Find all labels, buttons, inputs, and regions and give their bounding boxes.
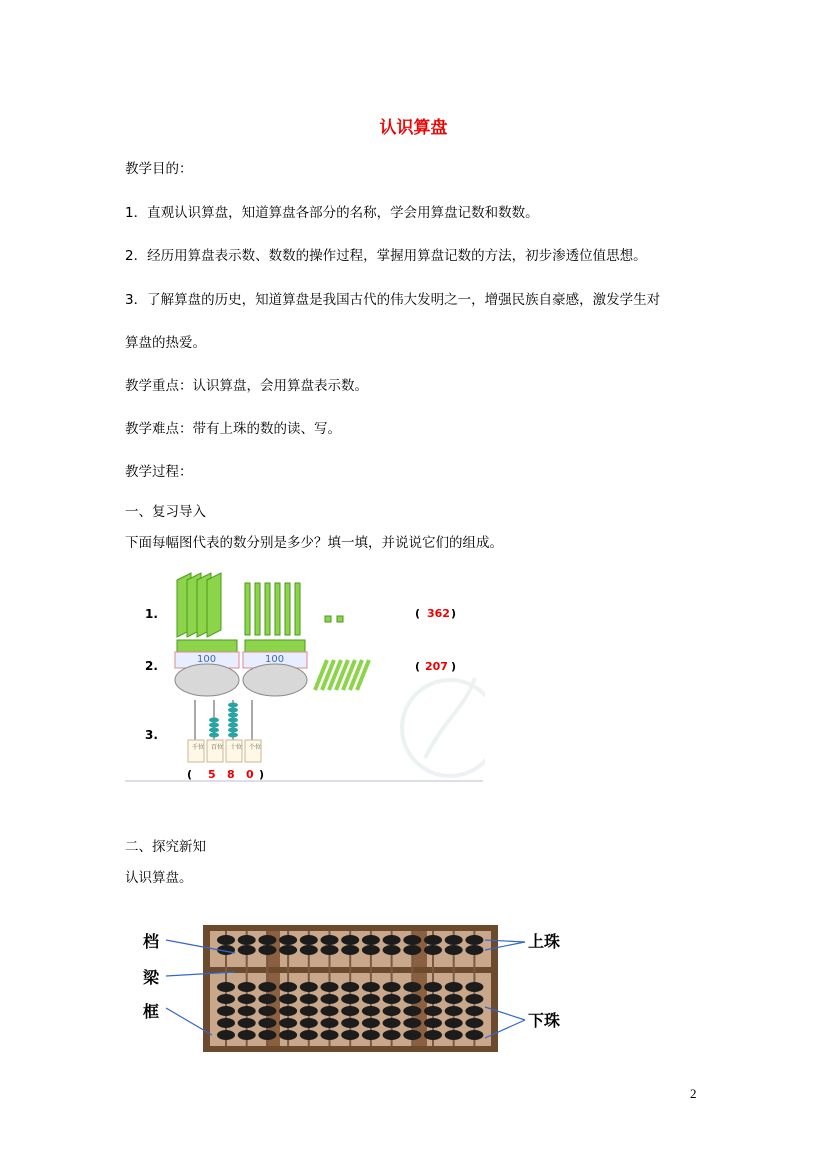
lower-bead	[424, 982, 442, 992]
svg-text:十位: 十位	[230, 744, 243, 751]
label-upper-beads: 上珠	[528, 932, 561, 951]
lower-bead	[362, 994, 380, 1004]
lower-bead	[238, 1030, 256, 1040]
lower-bead	[279, 982, 297, 992]
svg-text:(: (	[415, 607, 421, 620]
upper-bead	[383, 935, 401, 945]
upper-bead	[465, 945, 483, 955]
lower-bead	[279, 1006, 297, 1016]
svg-text:百位: 百位	[211, 744, 224, 751]
lower-bead	[465, 982, 483, 992]
text-line: 认识算盘。	[125, 870, 193, 886]
upper-bead	[300, 935, 318, 945]
row-label: 3.	[145, 728, 158, 742]
lower-bead	[258, 994, 276, 1004]
svg-text:100: 100	[265, 654, 285, 665]
text-line: 下面每幅图代表的数分别是多少？填一填，并说说它们的组成。	[125, 535, 503, 551]
lower-bead	[403, 1030, 421, 1040]
lower-bead	[403, 1006, 421, 1016]
answer-362: 362	[427, 607, 450, 620]
lower-bead	[258, 1006, 276, 1016]
lower-bead	[321, 1030, 339, 1040]
svg-text:千位: 千位	[192, 744, 205, 751]
upper-bead	[362, 945, 380, 955]
abacus-diagram	[140, 920, 580, 1055]
lower-bead	[300, 1030, 318, 1040]
lower-bead	[300, 1006, 318, 1016]
lower-bead	[403, 982, 421, 992]
svg-text:个位: 个位	[249, 744, 262, 751]
svg-text:(: (	[187, 768, 193, 781]
text-line: 1．直观认识算盘，知道算盘各部分的名称，学会用算盘记数和数数。	[125, 205, 539, 221]
upper-bead	[383, 945, 401, 955]
upper-bead	[279, 935, 297, 945]
lower-bead	[424, 994, 442, 1004]
upper-bead	[238, 935, 256, 945]
text-line: 教学目的：	[125, 161, 193, 177]
lower-bead	[362, 982, 380, 992]
lower-bead	[383, 1018, 401, 1028]
hundred-flats	[177, 573, 221, 637]
upper-bead	[341, 945, 359, 955]
svg-text:): )	[259, 768, 265, 781]
upper-bead	[362, 935, 380, 945]
lower-bead	[341, 982, 359, 992]
upper-bead	[238, 945, 256, 955]
lower-bead	[362, 1030, 380, 1040]
lower-bead	[238, 1006, 256, 1016]
stick-bundle	[243, 640, 307, 696]
lower-bead	[341, 1030, 359, 1040]
page-number: 2	[690, 1086, 697, 1101]
lower-bead	[341, 1006, 359, 1016]
lower-bead	[217, 982, 235, 992]
lower-bead	[465, 1030, 483, 1040]
lower-bead	[341, 994, 359, 1004]
text-line: 教学过程：	[125, 464, 193, 480]
upper-bead	[279, 945, 297, 955]
label-kuang: 框	[143, 1002, 160, 1021]
answer-207: 207	[425, 660, 448, 673]
upper-bead	[321, 935, 339, 945]
section-heading: 一、复习导入	[125, 504, 206, 520]
lower-bead	[300, 994, 318, 1004]
upper-bead	[300, 945, 318, 955]
upper-bead	[217, 935, 235, 945]
single-sticks	[315, 660, 369, 690]
lower-bead	[383, 1006, 401, 1016]
unit-cubes	[325, 616, 343, 622]
lower-bead	[279, 1018, 297, 1028]
svg-text:): )	[451, 660, 457, 673]
lower-bead	[465, 994, 483, 1004]
digit: 8	[227, 768, 235, 781]
lower-bead	[362, 1018, 380, 1028]
lower-bead	[321, 982, 339, 992]
lower-bead	[383, 994, 401, 1004]
ten-rods	[245, 583, 300, 635]
label-liang: 梁	[143, 968, 160, 987]
page-title: 认识算盘	[379, 118, 448, 138]
lower-bead	[465, 1006, 483, 1016]
lower-bead	[383, 982, 401, 992]
lower-bead	[445, 1030, 463, 1040]
watermark	[402, 678, 485, 776]
section-heading: 二、探究新知	[125, 839, 206, 855]
text-line: 2．经历用算盘表示数、数数的操作过程，掌握用算盘记数的方法，初步渗透位值思想。	[125, 248, 647, 264]
upper-bead	[465, 935, 483, 945]
lower-bead	[424, 1018, 442, 1028]
lower-bead	[341, 1018, 359, 1028]
lower-bead	[300, 982, 318, 992]
lower-bead	[403, 1018, 421, 1028]
upper-bead	[341, 935, 359, 945]
upper-bead	[424, 935, 442, 945]
review-exercise-figure	[125, 568, 485, 783]
lower-bead	[279, 994, 297, 1004]
lower-bead	[445, 1018, 463, 1028]
lower-bead	[362, 1006, 380, 1016]
lower-bead	[424, 1030, 442, 1040]
upper-bead	[321, 945, 339, 955]
lower-bead	[217, 994, 235, 1004]
stick-bundle	[175, 640, 239, 696]
svg-text:(: (	[415, 660, 421, 673]
upper-bead	[258, 945, 276, 955]
lower-bead	[238, 994, 256, 1004]
lower-bead	[279, 1030, 297, 1040]
text-line: 算盘的热爱。	[125, 335, 206, 351]
lower-bead	[217, 1018, 235, 1028]
lower-bead	[238, 1018, 256, 1028]
label-lower-beads: 下珠	[528, 1011, 561, 1030]
digit: 0	[246, 768, 254, 781]
upper-bead	[424, 945, 442, 955]
row-label: 1.	[145, 607, 158, 621]
lower-bead	[321, 994, 339, 1004]
text-line: 教学难点：带有上珠的数的读、写。	[125, 421, 341, 437]
upper-bead	[403, 945, 421, 955]
lower-bead	[300, 1018, 318, 1028]
lower-bead	[321, 1006, 339, 1016]
upper-bead	[445, 945, 463, 955]
upper-bead	[403, 935, 421, 945]
lower-bead	[258, 982, 276, 992]
lower-bead	[403, 994, 421, 1004]
place-value-abacus	[188, 700, 261, 762]
lower-bead	[465, 1018, 483, 1028]
lower-bead	[445, 994, 463, 1004]
lower-bead	[217, 1006, 235, 1016]
lower-bead	[445, 982, 463, 992]
lower-bead	[217, 1030, 235, 1040]
lower-bead	[445, 1006, 463, 1016]
upper-bead	[445, 935, 463, 945]
svg-text:100: 100	[197, 654, 217, 665]
lower-bead	[238, 982, 256, 992]
row-label: 2.	[145, 659, 158, 673]
lower-bead	[258, 1018, 276, 1028]
lower-bead	[383, 1030, 401, 1040]
text-line: 3．了解算盘的历史，知道算盘是我国古代的伟大发明之一，增强民族自豪感，激发学生对	[125, 292, 661, 308]
upper-bead	[258, 935, 276, 945]
digit: 5	[208, 768, 216, 781]
lower-bead	[321, 1018, 339, 1028]
text-line: 教学重点：认识算盘，会用算盘表示数。	[125, 378, 368, 394]
label-dang: 档	[143, 932, 160, 951]
lower-bead	[424, 1006, 442, 1016]
svg-text:): )	[451, 607, 457, 620]
lower-bead	[258, 1030, 276, 1040]
